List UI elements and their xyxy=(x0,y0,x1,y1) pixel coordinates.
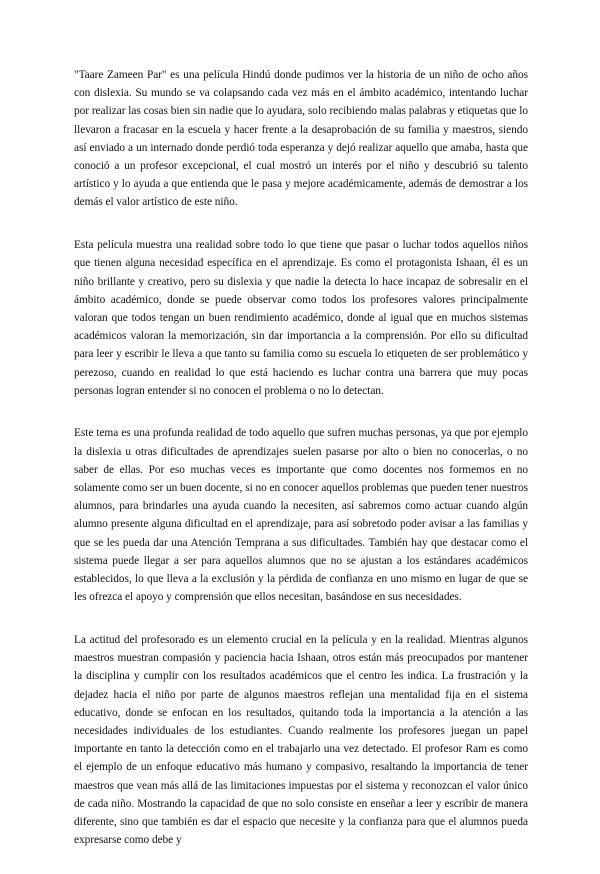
paragraph-1: "Taare Zameen Par" es una película Hindú donde pudimos ver la historia de un niño de ocho años con dislexia. Su mundo se va colapsando cada vez más en el ámbito académico, intentando luchar por realizar las cosas bien sin nadie que lo ayudara, solo recibiendo malas palabras y etiquetas que lo llevaron a fracasar en la escuela y hacer frente a la desaprobación de su familia y maestros, siendo así enviado a un internado donde perdió toda esperanza y dejó realizar aquello que amaba, hasta que conoció a un profesor excepcional, el cual mostró un interés por el niño y descubrió su talento artístico y lo ayuda a que entienda que le pasa y mejore académicamente, además de demostrar a los demás el valor artístico de este niño. xyxy=(74,69,528,209)
paragraph-4: La actitud del profesorado es un elemento crucial en la película y en la realidad. Mientras algunos maestros muestran compasión y paciencia hacia Ishaan, otros están más preocupados por mantener la disciplina y cumplir con los resultados académicos que el centro les indica. La frustración y la dejadez hacia el niño por parte de algunos maestros reflejan una mentalidad fija en el sistema educativo, donde se enfocan en los resultados, quitando toda la importancia a la atención a las necesidades individuales de los estudiantes. Cuando realmente los profesores juegan un papel importante en tanto la detección como en el trabajarlo una vez detectado. El profesor Ram es como el ejemplo de un enfoque educativo más humano y compasivo, resaltando la importancia de tener maestros que vean más allá de las limitaciones impuestas por el sistema y reconozcan el valor único de cada niño. Mostrando la capacidad de que no solo consiste en enseñar a leer y escribir de manera diferente, sino que también es dar el espacio que necesite y la confianza para que el alumnos pueda expresarse como debe y xyxy=(74,633,528,847)
paragraph-2: Esta película muestra una realidad sobre todo lo que tiene que pasar o luchar todos aquellos niños que tienen alguna necesidad específica en el aprendizaje. Es como el protagonista Ishaan, él es un niño brillante y creativo, pero su dislexia y que nadie la detecta lo hace incapaz de sobresalir en el ámbito académico, donde se puede observar como todos los profesores valores principalmente valoran que todos tengan un buen rendimiento académico, donde al igual que en muchos sistemas académicos valoran la memorización, sin dar importancia a la comprensión. Por ello su dificultad para leer y escribir le lleva a que tanto su familia como su escuela lo etiqueten de ser problemático y perezoso, cuando en realidad lo que está haciendo es luchar contra una barrera que muy pocas personas logran entender si no conocen el problema o no lo detectan. xyxy=(74,239,528,397)
document-body xyxy=(74,66,528,874)
paragraph-3: Este tema es una profunda realidad de todo aquello que sufren muchas personas, ya que por ejemplo la dislexia u otras dificultades de aprendizajes suelen pasarse por alto o bien no conocerlas, o no saber de ellas. Por eso muchas veces es importante que como docentes nos formemos en no solamente como ser un buen docente, si no en conocer aquellos problemas que pueden tener nuestros alumnos, para brindarles una ayuda cuando la necesiten, así sabremos como actuar cuando algún alumno presente alguna dificultad en el aprendizaje, para así sobretodo poder avisar a las familias y que se les pueda dar una Atención Temprana a sus dificultades. También hay que destacar como el sistema puede llegar a ser para aquellos alumnos que no se ajustan a los estándares académicos establecidos, lo que lleva a la exclusión y la pérdida de confianza en uno mismo en lugar de que se les ofrezca el apoyo y comprensión que ellos necesitan, basándose en sus necesidades. xyxy=(74,427,528,604)
